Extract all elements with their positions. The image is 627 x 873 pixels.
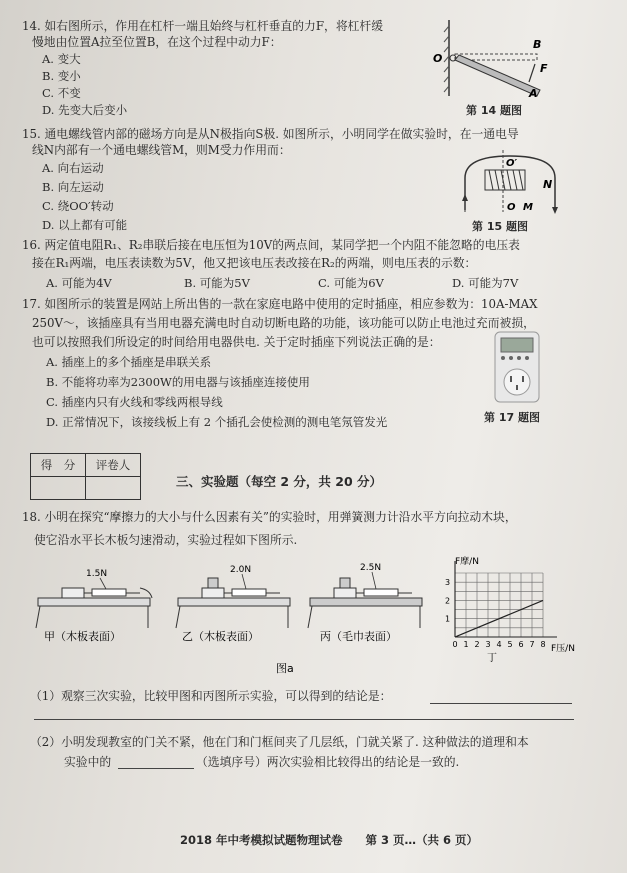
q18-sub2-suffix: （选填序号）两次实验相比较得出的结论是一致的. [196,755,460,769]
score-table [30,453,141,500]
x-tick-label: 7 [529,640,535,649]
chart-ticks [445,578,546,649]
q14-label-b: B [533,38,542,51]
q18-sub2-line1: （2）小明发现教室的门关不紧，他在门和门框间夹了几层纸，门就关紧了. 这种做法的道理和本 [30,735,529,749]
q17-option-b: B. 不能将功率为2300W的用电器与该插座连接使用 [46,375,310,389]
q15-stem-line2: 线N内部有一个通电螺线管M，则M受力作用而： [32,143,291,157]
q17-option-c: C. 插座内只有火线和零线两根导线 [46,395,223,409]
q16-option-b: B. 可能为5V [184,276,250,290]
score-entry-cell [31,477,86,500]
timer-socket-image [493,330,543,404]
x-tick-label: 4 [496,640,502,649]
x-tick-label: 5 [507,640,513,649]
reading-bing: 2.5N [360,563,382,573]
friction-pressure-chart [425,555,585,665]
q18-stem-line1: 18. 小明在探究“摩擦力的大小与什么因素有关”的实验时，用弹簧测力计沿水平方向拉动木块， [22,510,517,524]
q18-stem-line2: 使它沿水平长木板匀速滑动，实验过程如下图所示. [34,533,298,547]
q16-option-c: C. 可能为6V [318,276,384,290]
q15-label-o-prime: O′ [506,158,518,169]
figure-a-caption: 图a [276,662,294,675]
q15-option-c: C. 绕OO′转动 [42,199,114,213]
q17-stem-line2: 250V～，该插座具有当用电器充满电时自动切断电路的功能，该功能可以防止电池过充而被损， [32,316,535,330]
q14-caption: 第 14 题图 [466,104,522,117]
setup-bing [308,563,422,628]
q16-stem-line1: 16. 两定值电阻R₁、R₂串联后接在电压恒为10V的两点间，某同学把一个内阻不能忽略的电压表 [22,238,520,252]
q14-label-o: O [433,52,443,65]
q15-label-m: M [523,202,533,213]
answer-blank-2[interactable] [118,768,194,769]
x-tick-label: 6 [518,640,524,649]
x-tick-label: 8 [540,640,546,649]
grader-entry-cell [86,477,141,500]
setup-jia [36,569,152,628]
section-title: 三、实验题（每空 2 分，共 20 分） [176,474,383,489]
page-footer: 2018 年中考模拟试题物理试卷 第 3 页…（共 6 页） [180,833,479,847]
setup-label-jia: 甲（木板表面） [44,630,121,643]
q17-caption: 第 17 题图 [484,411,540,424]
q15-stem-line1: 15. 通电螺线管内部的磁场方向是从N极指向S极. 如图所示，小明同学在做实验时，在一通电导 [22,127,519,141]
q17-stem-line3: 也可以按照我们所设定的时间给用电器供电. 关于定时插座下列说法正确的是： [32,335,441,349]
q17-stem-line1: 17. 如图所示的装置是网站上所出售的一款在家庭电路中使用的定时插座，相应参数为：10A-MAX [22,297,538,311]
setup-yi [176,565,290,628]
chart-xlabel: F压/N [551,644,575,654]
q18-sub2-prefix: 实验中的 [64,755,112,769]
reading-yi: 2.0N [230,565,252,575]
q14-option-a: A. 变大 [42,52,81,66]
q18-sub1: （1）观察三次实验，比较甲图和丙图所示实验，可以得到的结论是： [30,689,392,703]
q17-option-d: D. 正常情况下，该接线板上有 2 个插孔会使检测的测电笔氖管发光 [46,415,388,429]
q15-caption: 第 15 题图 [472,220,528,233]
score-label-cell: 得 分 [31,454,86,477]
q15-label-n: N [543,178,553,191]
answer-blank-1b[interactable] [34,719,574,720]
q16-stem-line2: 接在R₁两端，电压表读数为5V，他又把该电压表改接在R₂的两端，则电压表的示数： [32,256,477,270]
q14-option-d: D. 先变大后变小 [42,103,128,117]
q15-option-b: B. 向左运动 [42,180,104,194]
y-tick-label: 2 [445,596,451,606]
q16-option-d: D. 可能为7V [452,276,519,290]
q15-option-d: D. 以上都有可能 [42,218,128,232]
chart-grid [455,573,543,637]
q14-option-b: B. 变小 [42,69,81,83]
setup-label-yi: 乙（木板表面） [182,630,259,643]
q14-option-c: C. 不变 [42,86,81,100]
grader-label-cell: 评卷人 [86,454,141,477]
q15-option-a: A. 向右运动 [42,161,104,175]
q14-label-f: F [540,62,548,75]
reading-jia: 1.5N [86,569,108,579]
x-tick-label: 2 [474,640,480,649]
x-tick-label: 0 [452,640,458,649]
q14-label-a: A [529,87,538,100]
q17-option-a: A. 插座上的多个插座是串联关系 [46,355,212,369]
answer-blank-1a[interactable] [430,703,572,704]
chart-label-ding: 丁 [487,653,497,664]
x-tick-label: 3 [485,640,491,649]
chart-axes [455,561,557,637]
q14-lever-figure [425,18,575,100]
q15-solenoid-figure [445,148,575,214]
chart-ylabel: F摩/N [455,557,479,567]
q14-stem-line1: 14. 如右图所示，作用在杠杆一端且始终与杠杆垂直的力F，将杠杆缓 [22,19,384,33]
q16-option-a: A. 可能为4V [46,276,112,290]
q15-label-o: O [507,202,516,213]
x-tick-label: 1 [463,640,469,649]
y-tick-label: 3 [445,578,451,588]
setup-label-bing: 丙（毛巾表面） [320,630,397,643]
y-tick-label: 1 [445,614,451,624]
q14-stem-line2: 慢地由位置A拉至位置B，在这个过程中动力F： [32,35,282,49]
